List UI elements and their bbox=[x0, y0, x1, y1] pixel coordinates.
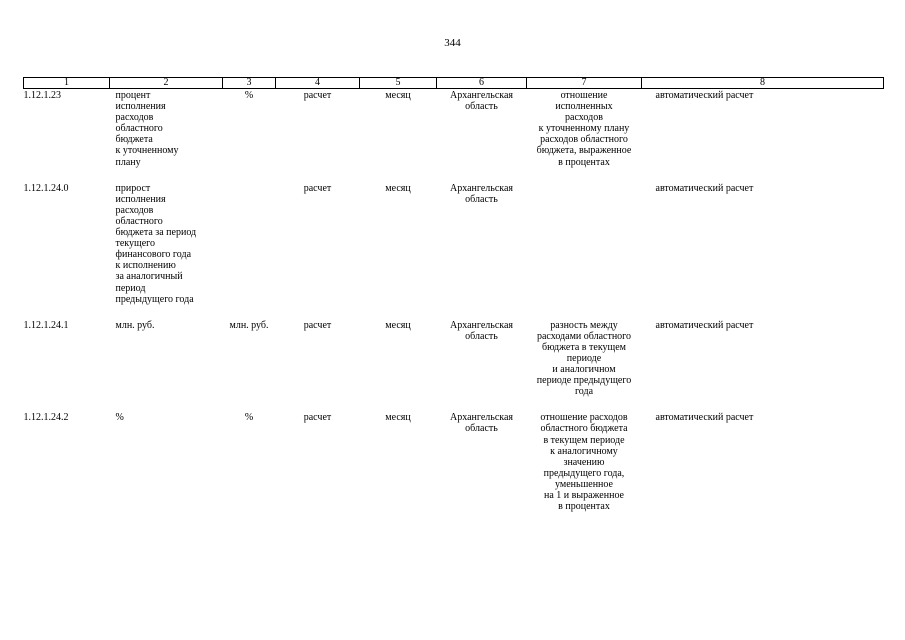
indicator-name: процент исполнения расходов областного бюджета к уточненному плану bbox=[115, 90, 179, 168]
unit-of-measure: % bbox=[244, 90, 254, 101]
column-header: 7 bbox=[527, 78, 642, 89]
unit-of-measure: % bbox=[244, 412, 254, 424]
formula-description: отношение расходов областного бюджета в текущем периоде к аналогичному значению предыдущего года, уменьшенное на 1 и выраженное в процентах bbox=[540, 412, 628, 513]
territory: Архангельская область bbox=[449, 182, 514, 205]
formula-description: разность между расходами областного бюджета в текущем периоде и аналогичном периоде предыдущего года bbox=[536, 319, 632, 398]
column-header: 3 bbox=[223, 78, 276, 89]
data-source: автоматический расчет bbox=[655, 90, 754, 101]
indicator-name: прирост исполнения расходов областного бюджета за период текущего финансового года к исполнению за аналогичный период предыдущего года bbox=[115, 182, 197, 305]
unit-of-measure bbox=[223, 182, 276, 319]
calculation-method: расчет bbox=[303, 90, 332, 101]
column-header: 6 bbox=[437, 78, 527, 89]
column-header: 2 bbox=[110, 78, 223, 89]
territory: Архангельская область bbox=[449, 319, 514, 342]
column-header: 8 bbox=[642, 78, 884, 89]
territory: Архангельская область bbox=[449, 90, 514, 113]
periodicity: месяц bbox=[385, 412, 411, 424]
column-header: 1 bbox=[24, 78, 110, 89]
column-header: 4 bbox=[276, 78, 360, 89]
calculation-method: расчет bbox=[303, 182, 332, 194]
data-source: автоматический расчет bbox=[655, 319, 754, 331]
table-header-row bbox=[24, 78, 884, 89]
periodicity: месяц bbox=[385, 319, 411, 331]
column-header: 5 bbox=[360, 78, 437, 89]
calculation-method: расчет bbox=[303, 319, 332, 331]
periodicity: месяц bbox=[385, 90, 411, 101]
table-row bbox=[24, 182, 884, 319]
unit-of-measure: млн. руб. bbox=[229, 319, 269, 331]
formula-description bbox=[527, 182, 642, 319]
indicator-code: 1.12.1.24.1 bbox=[23, 319, 69, 331]
data-source: автоматический расчет bbox=[655, 182, 754, 194]
calculation-method: расчет bbox=[303, 412, 332, 424]
table-row bbox=[24, 89, 884, 182]
indicator-code: 1.12.1.23 bbox=[23, 90, 61, 101]
table-row bbox=[24, 319, 884, 412]
table-row bbox=[24, 411, 884, 512]
indicator-table bbox=[23, 77, 884, 512]
formula-description: отношение исполненных расходов к уточненному плану расходов областного бюджета, выраженное в процентах bbox=[536, 90, 632, 168]
data-source: автоматический расчет bbox=[655, 412, 754, 424]
indicator-code: 1.12.1.24.0 bbox=[23, 182, 69, 194]
indicator-name: млн. руб. bbox=[115, 319, 155, 331]
page-number: 344 bbox=[444, 37, 461, 49]
territory: Архангельская область bbox=[449, 412, 514, 435]
periodicity: месяц bbox=[385, 182, 411, 194]
indicator-code: 1.12.1.24.2 bbox=[23, 412, 69, 424]
indicator-name: % bbox=[115, 412, 124, 424]
